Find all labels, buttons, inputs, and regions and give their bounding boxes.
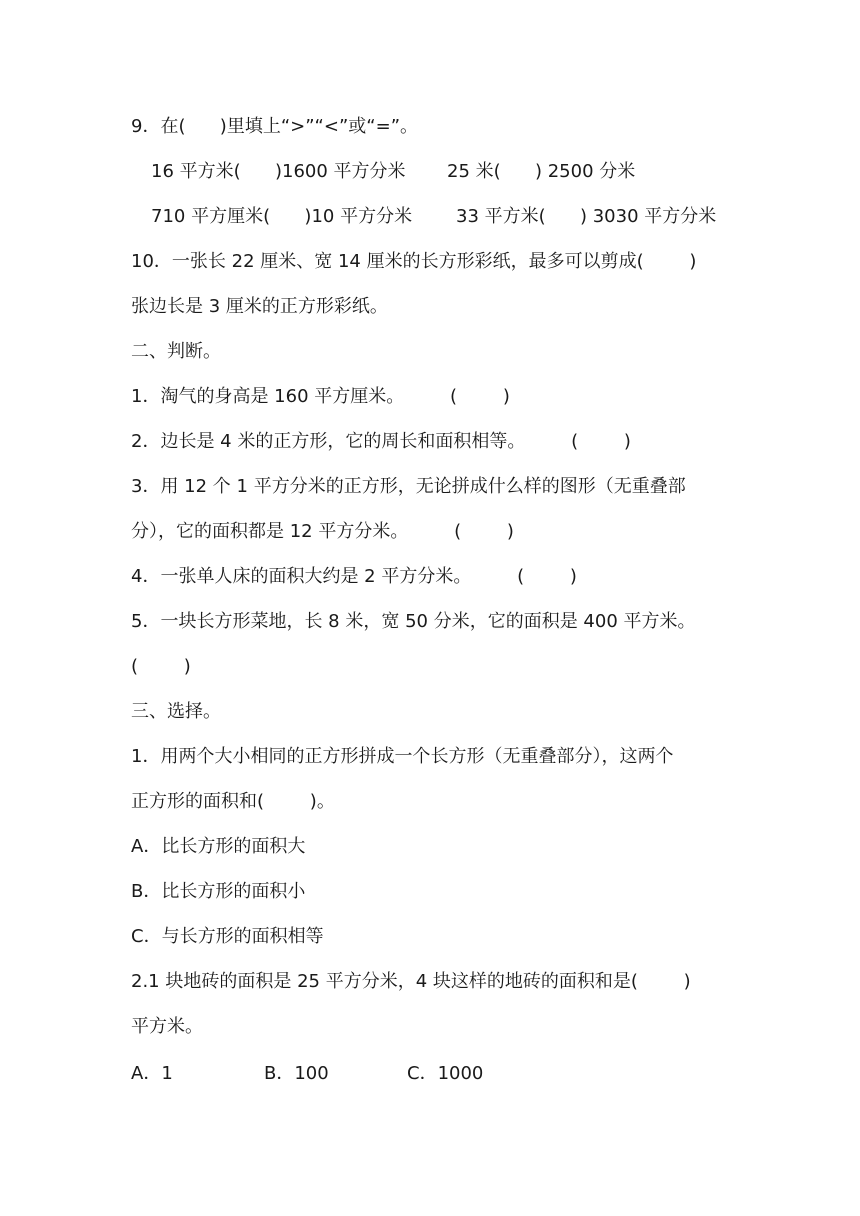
choice-q2-line2: 平方米。 [131,1016,203,1037]
choice-q1-option-a: A．比长方形的面积大 [131,836,306,857]
choice-q1-line1: 1．用两个大小相同的正方形拼成一个长方形（无重叠部分），这两个 [131,746,674,767]
judge-item-4: 4．一张单人床的面积大约是 2 平方分米。 ( ) [131,566,577,587]
choice-q2-option-a: A．1 [131,1063,173,1084]
choice-q2-option-b: B．100 [264,1063,329,1084]
judge-item-2: 2．边长是 4 米的正方形，它的周长和面积相等。 ( ) [131,431,631,452]
section2-heading: 二、判断。 [131,341,221,362]
q10-line2: 张边长是 3 厘米的正方形彩纸。 [131,296,388,317]
q9-row2-right: 33 平方米( ) 3030 平方分米 [456,206,717,227]
judge-item-3-line1: 3．用 12 个 1 平方分米的正方形，无论拼成什么样的图形（无重叠部 [131,476,686,497]
choice-q1-option-c: C．与长方形的面积相等 [131,926,324,947]
judge-item-3-line2: 分），它的面积都是 12 平方分米。 ( ) [131,521,514,542]
section3-heading: 三、选择。 [131,701,221,722]
choice-q2-option-c: C．1000 [407,1063,484,1084]
q9-prompt: 9．在( )里填上“>”“<”或“=”。 [131,116,419,137]
judge-item-1: 1．淘气的身高是 160 平方厘米。 ( ) [131,386,510,407]
judge-item-5-line1: 5．一块长方形菜地，长 8 米，宽 50 分米，它的面积是 400 平方米。 [131,611,696,632]
q9-row2-left: 710 平方厘米( )10 平方分米 [151,206,413,227]
choice-q1-line2: 正方形的面积和( )。 [131,791,335,812]
judge-item-5-line2: ( ) [131,656,191,677]
q9-row1-left: 16 平方米( )1600 平方分米 [151,161,406,182]
choice-q1-option-b: B．比长方形的面积小 [131,881,306,902]
q9-row1-right: 25 米( ) 2500 分米 [447,161,636,182]
choice-q2-line1: 2.1 块地砖的面积是 25 平方分米，4 块这样的地砖的面积和是( ) [131,971,691,992]
q10-line1: 10．一张长 22 厘米、宽 14 厘米的长方形彩纸，最多可以剪成( ) [131,251,697,272]
